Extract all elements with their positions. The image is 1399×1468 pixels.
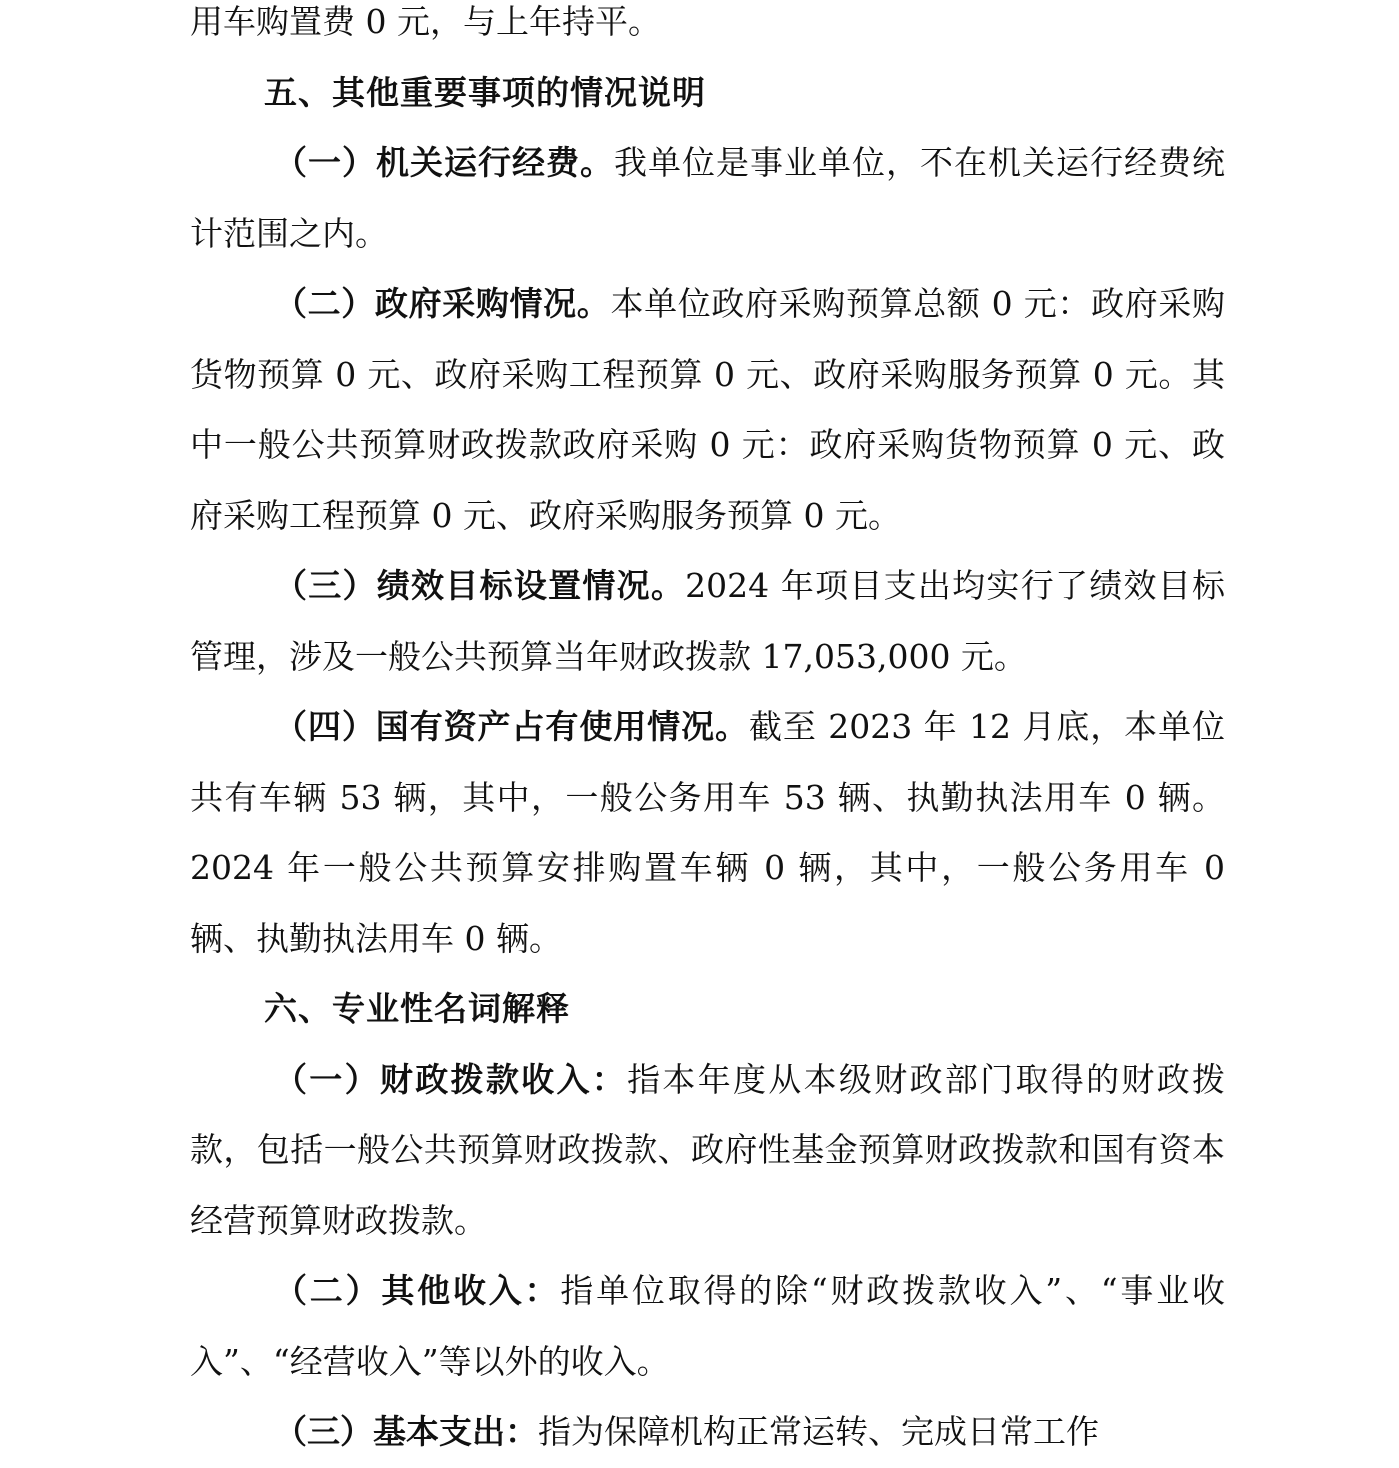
section-5-item-3 bbox=[190, 551, 1225, 692]
section-6-item-1 bbox=[190, 1045, 1225, 1257]
item-lead: （一）财政拨款收入： bbox=[274, 1059, 628, 1099]
item-body: 本单位政府采购预算总额 0 元：政府采购货物预算 0 元、政府采购工程预算 0 元、政府采购服务预算 0 元。其中一般公共预算财政拨款政府采购 0 元：政府采购货物预算 0 元、政府采购工程预算 0 元、政府采购服务预算 0 元。 bbox=[190, 284, 1225, 535]
section-5-item-2 bbox=[190, 269, 1225, 551]
item-body: 2024 年项目支出均实行了绩效目标管理，涉及一般公共预算当年财政拨款 17,053,000 元。 bbox=[190, 566, 1226, 676]
item-lead: （三）绩效目标设置情况。 bbox=[274, 566, 686, 605]
item-lead: （二）政府采购情况。 bbox=[274, 284, 611, 323]
item-body: 指为保障机构正常运转、完成日常工作 bbox=[538, 1412, 1099, 1451]
item-body: 指本年度从本级财政部门取得的财政拨款，包括一般公共预算财政拨款、政府性基金预算财政拨款和国有资本经营预算财政拨款。 bbox=[190, 1059, 1226, 1240]
document-page bbox=[190, 0, 1225, 1468]
item-lead: （一）机关运行经费。 bbox=[274, 143, 614, 182]
carry-over-line: 用车购置费 0 元，与上年持平。 bbox=[190, 2, 661, 41]
section-6-heading: 六、专业性名词解释 bbox=[264, 989, 570, 1028]
section-5-item-4 bbox=[190, 692, 1225, 974]
item-lead: （四）国有资产占有使用情况。 bbox=[274, 707, 749, 746]
section-6-item-2 bbox=[190, 1256, 1225, 1397]
section-5-item-1 bbox=[190, 128, 1225, 269]
item-lead: （三）基本支出： bbox=[274, 1412, 538, 1451]
item-body: 指单位取得的除“财政拨款收入”、“事业收入”、“经营收入”等以外的收入。 bbox=[190, 1271, 1225, 1381]
section-5-heading: 五、其他重要事项的情况说明 bbox=[264, 72, 706, 112]
item-body: 截至 2023 年 12 月底，本单位共有车辆 53 辆，其中，一般公务用车 53 辆、执勤执法用车 0 辆。2024 年一般公共预算安排购置车辆 0 辆，其中，一般公务用车 0 辆、执勤执法用车 0 辆。 bbox=[190, 707, 1226, 958]
item-lead: （二）其他收入： bbox=[274, 1271, 561, 1310]
item-body: 我单位是事业单位，不在机关运行经费统计范围之内。 bbox=[190, 143, 1225, 253]
